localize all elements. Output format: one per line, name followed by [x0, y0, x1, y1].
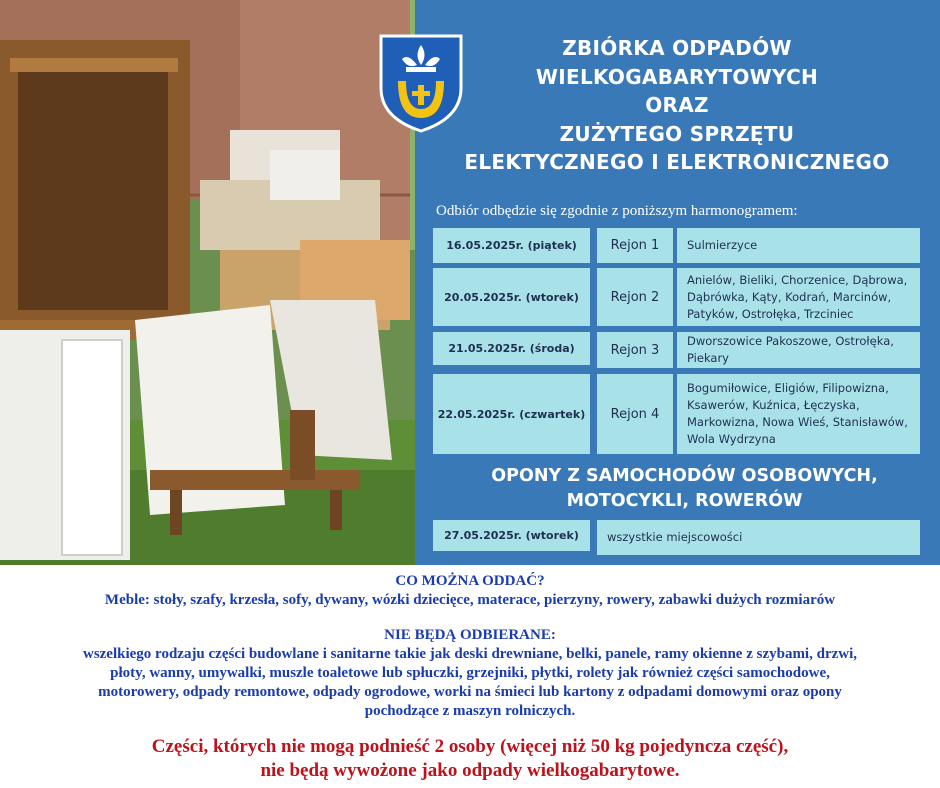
page-title: [432, 34, 922, 177]
schedule-places: Anielów, Bieliki, Chorzenice, Dąbrowa, Dąbrówka, Kąty, Kodrań, Marcinów, Patyków, Ostrołęka, Trzciniec: [677, 268, 920, 326]
rejected-heading: NIE BĘDĄ ODBIERANE:: [384, 627, 556, 643]
schedule-region: Rejon 3: [597, 332, 673, 368]
schedule-places: Dworszowice Pakoszowe, Ostrołęka, Piekary: [677, 332, 920, 368]
schedule-region: Rejon 2: [597, 268, 673, 326]
accepted-heading: CO MOŻNA ODDAĆ?: [395, 573, 545, 589]
tires-places: wszystkie miejscowości: [597, 520, 920, 555]
rejected-line: płoty, wanny, umywalki, muszle toaletowe lub spłuczki, grzejniki, płytki, rolety jak również części samochodowe,: [110, 665, 830, 681]
title-line: ZBIÓRKA ODPADÓW: [562, 36, 792, 60]
schedule-date: 20.05.2025r. (wtorek): [433, 268, 590, 326]
tires-heading-line: OPONY Z SAMOCHODÓW OSOBOWYCH,: [491, 466, 878, 486]
schedule-places: Bogumiłowice, Eligiów, Filipowizna, Ksawerów, Kuźnica, Łęczyska, Markowizna, Nowa Wieś, Stanisławów, Wola Wydrzyna: [677, 374, 920, 454]
warning-line: Części, których nie mogą podnieść 2 osoby (więcej niż 50 kg pojedyncza część),: [151, 736, 789, 757]
rejected-line: motorowery, odpady remontowe, odpady ogrodowe, worki na śmieci lub kartony z odpadami domowymi oraz opony: [98, 684, 842, 700]
accepted-text: Meble: stoły, szafy, krzesła, sofy, dywany, wózki dziecięce, materace, pierzyny, rowery, zabawki dużych rozmiarów: [104, 592, 836, 608]
schedule-region: Rejon 4: [597, 374, 673, 454]
tires-heading-line: MOTOCYKLI, ROWERÓW: [566, 491, 803, 511]
title-line: WIELKOGABARYTOWYCH: [535, 64, 819, 89]
tires-date: 27.05.2025r. (wtorek): [433, 520, 590, 551]
tires-heading: [432, 464, 937, 514]
rejected-text: [0, 645, 940, 721]
weight-warning: [0, 735, 940, 783]
rejected-line: wszelkiego rodzaju części budowlane i sanitarne takie jak deski drewniane, belki, panele, ramy okienne z szybami, drzwi,: [82, 646, 858, 662]
schedule-date: 22.05.2025r. (czwartek): [433, 374, 590, 454]
title-line: ZUŻYTEGO SPRZĘTU: [559, 121, 795, 146]
schedule-intro: Odbiór odbędzie się zgodnie z poniższym harmonogramem:: [436, 203, 798, 219]
warning-line: nie będą wywożone jako odpady wielkogabarytowe.: [260, 760, 680, 781]
schedule-date: 16.05.2025r. (piątek): [433, 228, 590, 263]
schedule-date: 21.05.2025r. (środa): [433, 332, 590, 365]
title-line: ELEKTYCZNEGO I ELEKTRONICZNEGO: [464, 150, 890, 174]
schedule-places: Sulmierzyce: [677, 228, 920, 263]
schedule-region: Rejon 1: [597, 228, 673, 263]
title-line: ORAZ: [645, 93, 709, 117]
rejected-line: pochodzące z maszyn rolniczych.: [364, 703, 576, 719]
